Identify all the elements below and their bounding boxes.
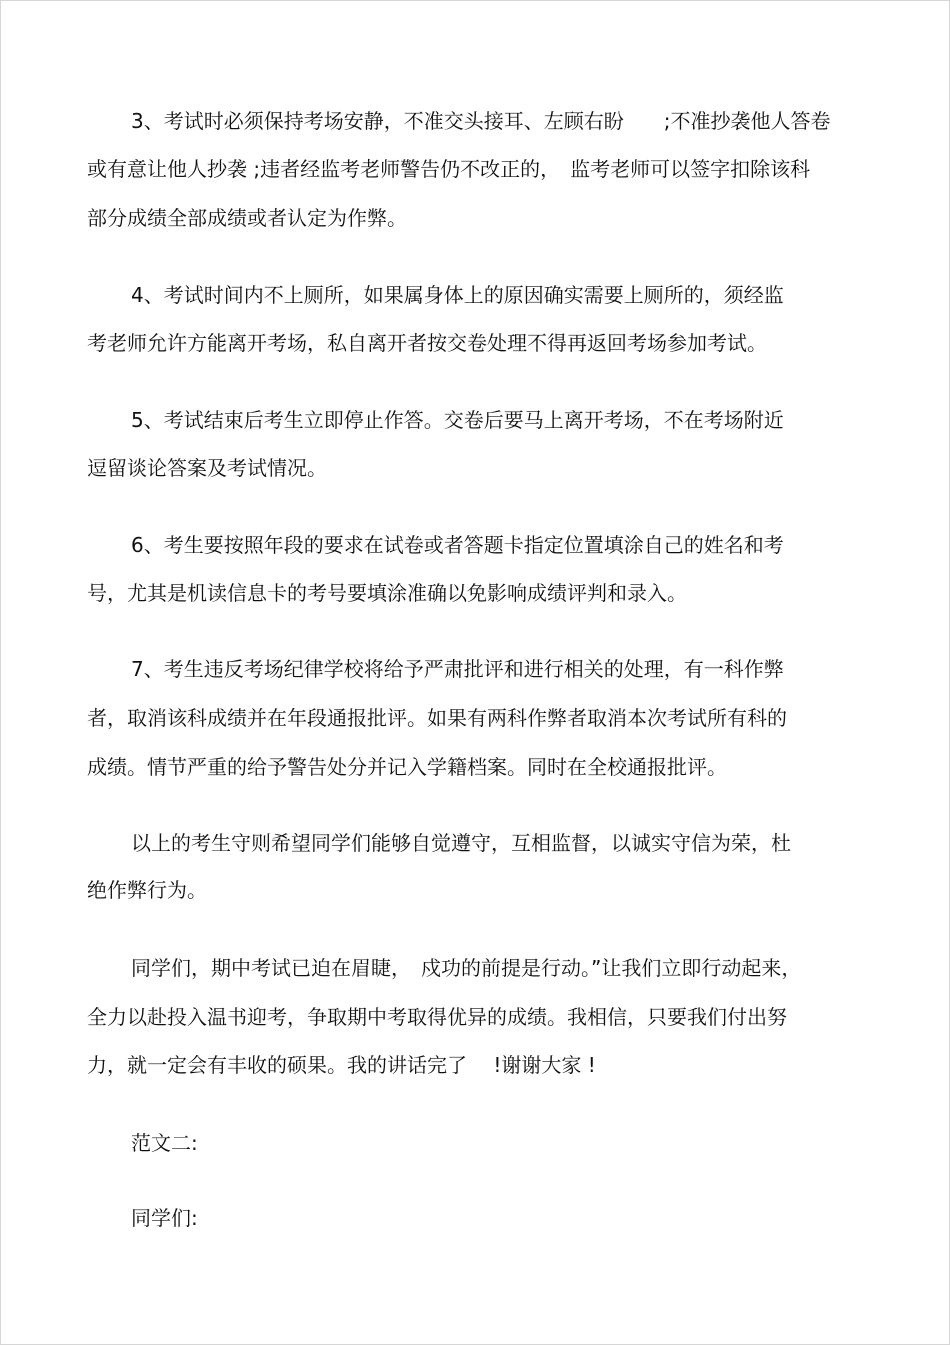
encouragement-line-3: 力，就一定会有丰收的硕果。我的讲话完了 !谢谢大家 ! [87, 1053, 596, 1077]
salutation: 同学们: [131, 1206, 198, 1230]
paragraph-5-line-1: 5、考试结束后考生立即停止作答。交卷后要马上离开考场，不在考场附近 [131, 408, 784, 432]
paragraph-7-line-1: 7、考生违反考场纪律学校将给予严肃批评和进行相关的处理，有一科作弊 [131, 657, 784, 681]
paragraph-7-line-2: 者，取消该科成绩并在年段通报批评。如果有两科作弊者取消本次考试所有科的 [87, 706, 787, 730]
paragraph-4-line-1: 4、考试时间内不上厕所，如果属身体上的原因确实需要上厕所的，须经监 [131, 283, 784, 307]
paragraph-7-line-3: 成绩。情节严重的给予警告处分并记入学籍档案。同时在全校通报批评。 [87, 755, 727, 779]
encouragement-line-2: 全力以赴投入温书迎考，争取期中考取得优异的成绩。我相信，只要我们付出努 [87, 1005, 787, 1029]
paragraph-5-line-2: 逗留谈论答案及考试情况。 [87, 456, 327, 480]
paragraph-3-line-3: 部分成绩全部成绩或者认定为作弊。 [87, 206, 407, 230]
paragraph-3-line-2: 或有意让他人抄袭 ;违者经监考老师警告仍不改正的， 监考老师可以签字扣除该科 [87, 157, 811, 181]
summary-line-2: 绝作弊行为。 [87, 878, 207, 902]
summary-line-1: 以上的考生守则希望同学们能够自觉遵守，互相监督，以诚实守信为荣，杜 [131, 831, 791, 855]
paragraph-6-line-1: 6、考生要按照年段的要求在试卷或者答题卡指定位置填涂自己的姓名和考 [131, 533, 784, 557]
paragraph-6-line-2: 号，尤其是机读信息卡的考号要填涂准确以免影响成绩评判和录入。 [87, 581, 687, 605]
encouragement-line-1: 同学们，期中考试已迫在眉睫， 戍功的前提是行动。”让我们立即行动起来， [131, 956, 802, 980]
section-heading-sample-two: 范文二: [131, 1131, 198, 1155]
paragraph-3-line-1: 3、考试时必须保持考场安静，不准交头接耳、左顾右盼 ;不准抄袭他人答卷 [131, 109, 831, 133]
paragraph-4-line-2: 考老师允许方能离开考场，私自离开者按交卷处理不得再返回考场参加考试。 [87, 331, 767, 355]
